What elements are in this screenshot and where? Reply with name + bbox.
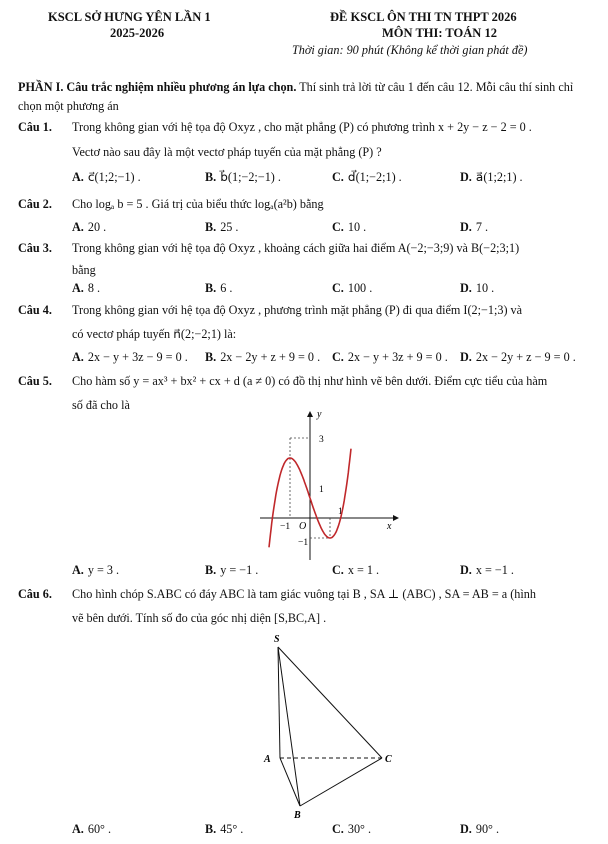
- header-time-note: Thời gian: 90 phút (Không kể thời gian phát đề): [292, 43, 528, 57]
- cubic-graph: [255, 405, 405, 565]
- q6-option-b[interactable]: B. 45° .: [205, 822, 244, 836]
- q4-line1: Trong không gian với hệ tọa độ Oxyz , phương trình mặt phẳng (P) đi qua điểm I(2;−1;3) và: [72, 303, 523, 317]
- header-left-line1: KSCL SỞ HƯNG YÊN LẦN 1: [48, 10, 211, 24]
- q2-line1: Cho logₐ b = 5 . Giá trị của biểu thức logₐ(a²b) bằng: [72, 197, 324, 211]
- q5-option-d[interactable]: D. x = −1 .: [460, 563, 514, 577]
- tick-x-minus1: −1: [280, 522, 291, 532]
- tick-x1: 1: [338, 507, 343, 517]
- q1-option-a[interactable]: A. c⃗(1;2;−1) .: [72, 170, 141, 184]
- q5-option-c[interactable]: C. x = 1 .: [332, 563, 380, 577]
- q5-line1: Cho hàm số y = ax³ + bx² + cx + d (a ≠ 0) có đồ thị như hình vẽ bên dưới. Điểm cực tiểu của hàm: [72, 374, 548, 388]
- q6-option-d[interactable]: D. 90° .: [460, 822, 500, 836]
- q4-option-d[interactable]: D. 2x − 2y + z − 9 = 0 .: [460, 350, 576, 364]
- q2-option-d[interactable]: D. 7 .: [460, 220, 489, 234]
- q3-option-c[interactable]: C. 100 .: [332, 281, 373, 295]
- q3-option-b[interactable]: B. 6 .: [205, 281, 233, 295]
- part1-instruction: Thí sinh trả lời từ câu 1 đến câu 12. Mỗi câu thí sinh chỉ chọn một phương án: [18, 80, 574, 113]
- q4-label: Câu 4.: [18, 303, 52, 317]
- q4-line2: có vectơ pháp tuyến n⃗(2;−2;1) là:: [72, 327, 237, 341]
- q3-line1: Trong không gian với hệ tọa độ Oxyz , khoảng cách giữa hai điểm A(−2;−3;9) và B(−2;3;1): [72, 241, 520, 255]
- q1-option-c[interactable]: C. d⃗(1;−2;1) .: [332, 170, 402, 184]
- q1-line2: Vectơ nào sau đây là một vectơ pháp tuyến của mặt phẳng (P) ?: [72, 145, 382, 159]
- tick-y1: 1: [319, 485, 324, 495]
- q3-option-d[interactable]: D. 10 .: [460, 281, 495, 295]
- vertex-b-label: B: [294, 810, 301, 821]
- y-axis-arrow: [307, 411, 313, 417]
- q6-option-a[interactable]: A. 60° .: [72, 822, 112, 836]
- q3-label: Câu 3.: [18, 241, 52, 255]
- q5-line2: số đã cho là: [72, 398, 130, 412]
- edge-sa: [278, 647, 280, 758]
- tick-y3: 3: [319, 435, 324, 445]
- origin-label: O: [299, 521, 307, 532]
- vertex-a-label: A: [264, 754, 271, 765]
- q3-option-a[interactable]: A. 8 .: [72, 281, 101, 295]
- y-axis-label: y: [317, 409, 322, 420]
- tick-y-minus1: −1: [298, 538, 309, 548]
- q1-option-b[interactable]: B. b⃗(1;−2;−1) .: [205, 170, 281, 184]
- header-left-line2: 2025-2026: [110, 26, 165, 40]
- vertex-s-label: S: [274, 634, 280, 645]
- part1-heading: [18, 78, 590, 116]
- q2-option-c[interactable]: C. 10 .: [332, 220, 367, 234]
- edge-sb: [278, 647, 300, 806]
- q5-option-a[interactable]: A. y = 3 .: [72, 563, 120, 577]
- vertex-c-label: C: [385, 754, 392, 765]
- q1-line1: Trong không gian với hệ tọa độ Oxyz , cho mặt phẳng (P) có phương trình x + 2y − z − 2 = 0 .: [72, 120, 532, 134]
- q4-option-c[interactable]: C. 2x − y + 3z + 9 = 0 .: [332, 350, 448, 364]
- header-right-line2: MÔN THI: TOÁN 12: [382, 26, 497, 40]
- q6-option-c[interactable]: C. 30° .: [332, 822, 372, 836]
- q6-label: Câu 6.: [18, 587, 52, 601]
- x-axis-arrow: [393, 515, 399, 521]
- q2-option-a[interactable]: A. 20 .: [72, 220, 107, 234]
- q2-option-b[interactable]: B. 25 .: [205, 220, 239, 234]
- q5-option-b[interactable]: B. y = −1 .: [205, 563, 259, 577]
- x-axis-label: x: [387, 521, 392, 532]
- q1-label: Câu 1.: [18, 120, 52, 134]
- q1-option-d[interactable]: D. a⃗(1;2;1) .: [460, 170, 523, 184]
- q2-label: Câu 2.: [18, 197, 52, 211]
- q4-option-a[interactable]: A. 2x − y + 3z − 9 = 0 .: [72, 350, 188, 364]
- pyramid-figure: [258, 630, 398, 822]
- edge-bc: [300, 758, 382, 806]
- q6-line1: Cho hình chóp S.ABC có đáy ABC là tam giác vuông tại B , SA ⊥ (ABC) , SA = AB = a (hình: [72, 587, 536, 601]
- part1-title: PHẦN I. Câu trắc nghiệm nhiều phương án lựa chọn.: [18, 80, 297, 94]
- header-right-line1: ĐỀ KSCL ÔN THI TN THPT 2026: [330, 10, 517, 24]
- edge-sc: [278, 647, 382, 758]
- q3-line2: bằng: [72, 263, 96, 277]
- q6-line2: vẽ bên dưới. Tính số đo của góc nhị diện [S,BC,A] .: [72, 611, 327, 625]
- q4-option-b[interactable]: B. 2x − 2y + z + 9 = 0 .: [205, 350, 321, 364]
- q5-label: Câu 5.: [18, 374, 52, 388]
